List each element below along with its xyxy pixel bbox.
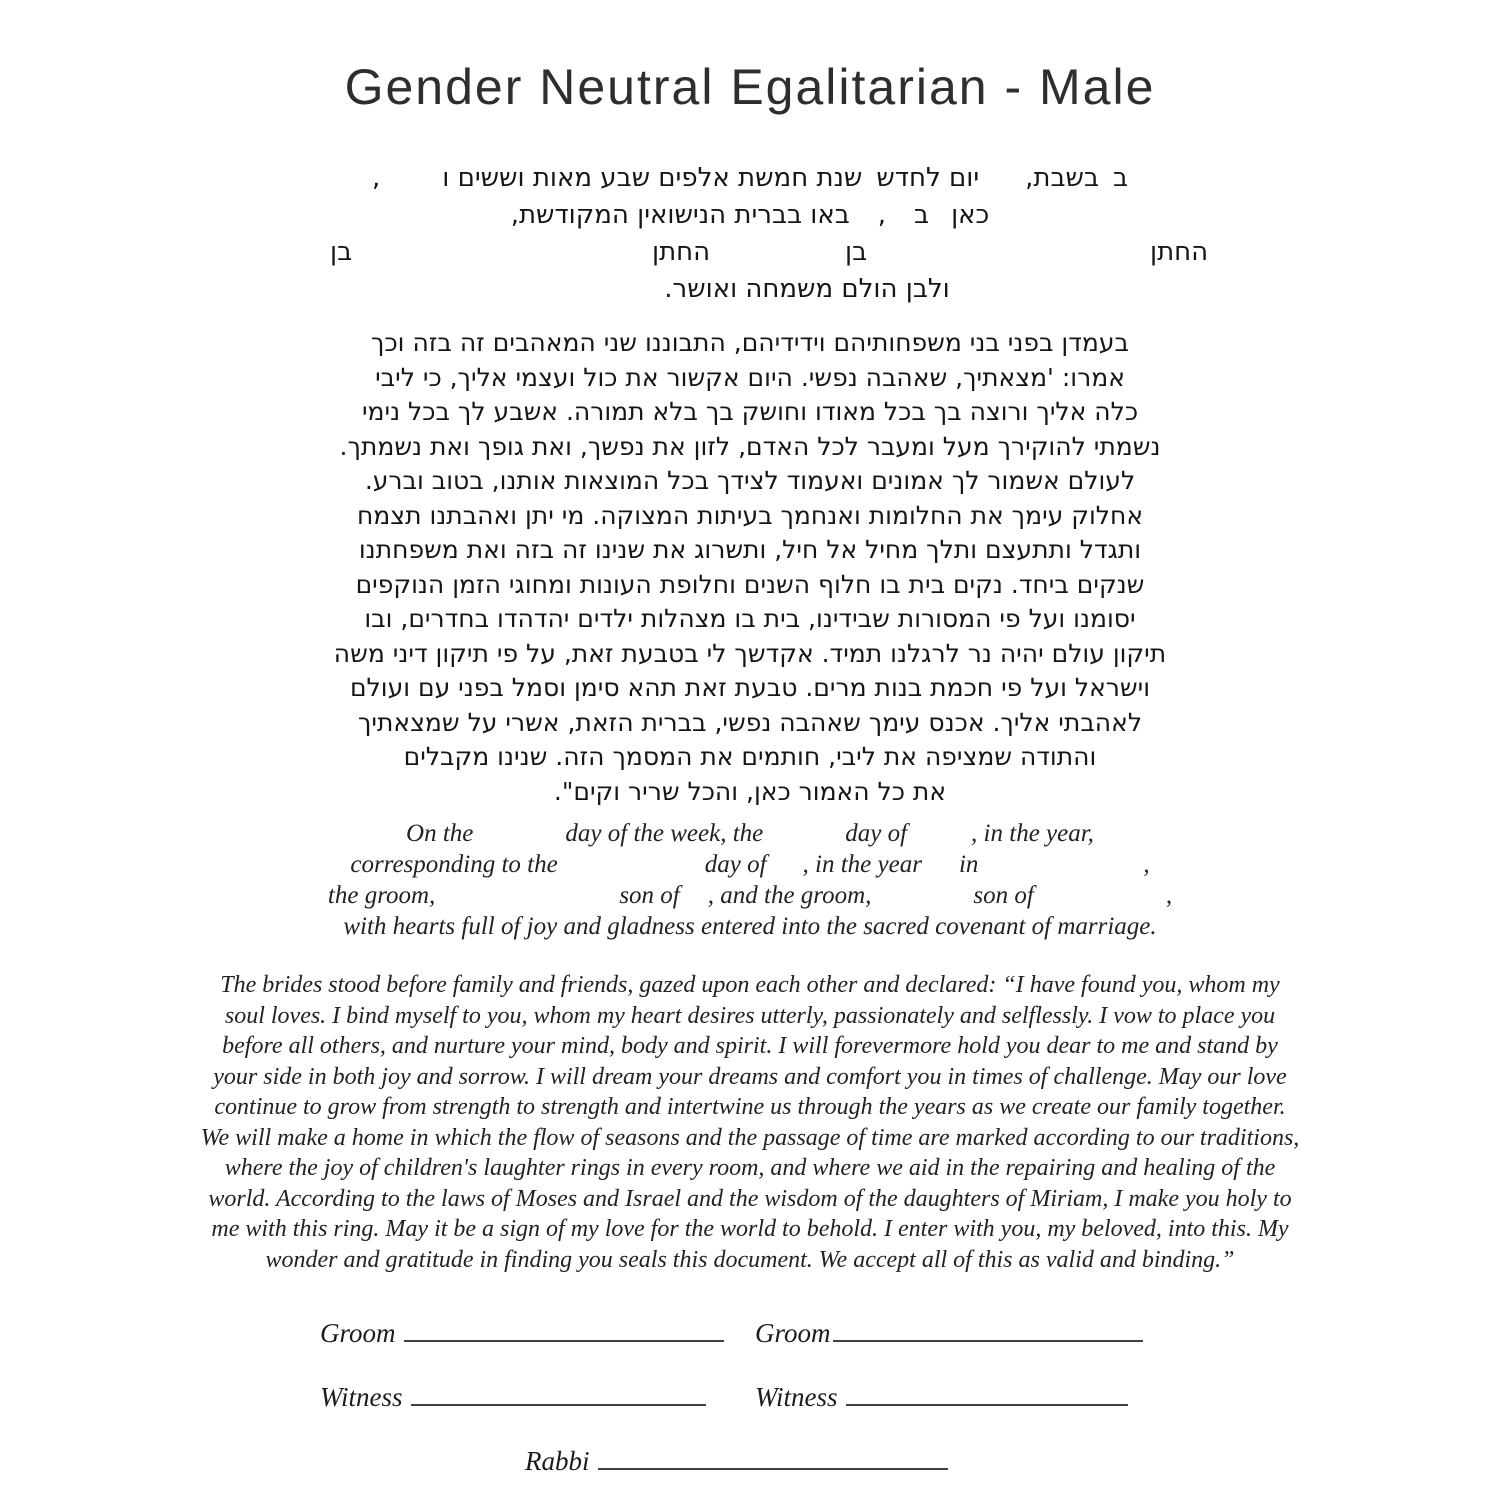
hebrew-body-line: שנקים ביחד. נקים בית בו חלוף השנים וחלופת העונות ומחוגי הזמן הנוקפים [355, 569, 1145, 599]
hebrew-son2-word: בן [330, 237, 353, 267]
hebrew-year-phrase: שנת חמשת אלפים שבע מאות וששים ו [442, 163, 863, 193]
son-of-label: son of [973, 882, 1034, 909]
fill-blank-location [978, 871, 1143, 872]
fill-blank-month [862, 185, 876, 186]
rabbi-signature-line [598, 1444, 948, 1470]
vows-line: world. According to the laws of Moses and Israel and the wisdom of the daughters of Miriam, I make you holy to [208, 1185, 1292, 1212]
fill-blank-parent2 [1034, 902, 1166, 903]
english-date-line1 [0, 818, 1500, 849]
fill-blank-weekday [473, 840, 565, 841]
vows-line: continue to grow from strength to strength and intertwine us through the years as we create our family together. [214, 1094, 1286, 1120]
in-the-year-label: , in the year, [971, 820, 1094, 847]
hebrew-body-line: ותגדל ותתעצם ותלך מחיל אל חיל, ותשרוג את שנינו זה בזה ואת משפחתנו [358, 535, 1142, 564]
vows-line: wonder and gratitude in finding you seals this document. We accept all of this as valid and binding.” [265, 1246, 1235, 1273]
witness-left-signature-row [320, 1380, 706, 1413]
english-date-line3 [0, 880, 1500, 911]
hebrew-place-line [145, 197, 1355, 234]
day-of-label: day of [845, 820, 908, 847]
groom-left-label: Groom [320, 1318, 396, 1348]
hebrew-day-letter: ב [1113, 163, 1129, 193]
hebrew-in-letter: ב [914, 200, 930, 230]
hebrew-day-of-month: יום לחדש [876, 163, 980, 193]
fill-blank [929, 222, 951, 223]
fill-blank-parent1 [680, 902, 708, 903]
hebrew-here-word: כאן [951, 200, 990, 230]
in-the-year-label: , in the year [802, 851, 922, 878]
vows-line: We will make a home in which the flow of seasons and the passage of time are marked according to our traditions, [200, 1124, 1300, 1151]
rabbi-signature-row [525, 1444, 948, 1477]
hebrew-body-line: בעמדן בפני בני משפחותיהם וידידיהם, התבוננו שני המאהבים זה בזה וכך [371, 328, 1129, 357]
hebrew-body-line: נשמתי להוקירך מעל ומעבר לכל האדם, לזון את נפשך, ואת גופך ואת נשמתך. [339, 431, 1161, 461]
vows-line: before all others, and nurture your mind, body and spirit. I will forevermore hold you dear to me and stand by [222, 1033, 1278, 1059]
hebrew-body-line: והתודה שמציפה את ליבי, חותמים את המסמך הזה. שנינו מקבלים [403, 742, 1097, 771]
the-groom-label: the groom, [327, 882, 436, 909]
on-the-label: On the [406, 820, 474, 847]
hebrew-body-line: את כל האמור כאן, והכל שריר וקים". [553, 776, 947, 806]
hebrew-body-paragraph [145, 326, 1355, 809]
fill-blank-civil-year [922, 871, 959, 872]
fill-blank-groom2-name [871, 902, 973, 903]
fill-blank-day [763, 840, 845, 841]
hebrew-joy-line: ולבן הולם משמחה ואושר. [664, 274, 950, 304]
page-title: Gender Neutral Egalitarian - Male [344, 59, 1156, 115]
hebrew-groom1-word: החתן [1150, 237, 1209, 267]
fill-blank [1099, 185, 1113, 186]
day-of-label: day of [704, 851, 767, 878]
vows-line: your side in both joy and sorrow. I will dream your dreams and comfort you in times of challenge. May our love [213, 1063, 1287, 1090]
hebrew-body-line: תיקון עולם יהיה נר לרגלנו תמיד. אקדשך לי בטבעת זאת, על פי תיקון דיני משה [333, 638, 1167, 668]
fill-blank-year [380, 185, 442, 186]
english-date-line2 [0, 849, 1500, 880]
witness-left-signature-line [411, 1380, 706, 1406]
trailing-comma: , [1143, 851, 1150, 878]
hebrew-body-line: אמרו: 'מצאתיך, שאהבה נפשי. היום אקשור את כול ועצמי אליך, כי ליבי [375, 362, 1125, 392]
witness-right-signature-row [755, 1380, 1128, 1413]
english-date-line4: with hearts full of joy and gladness entered into the sacred covenant of marriage. [343, 913, 1157, 940]
groom-right-label: Groom [755, 1318, 831, 1348]
witness-left-label: Witness [320, 1382, 403, 1412]
and-the-groom-label: , and the groom, [707, 882, 872, 909]
fill-blank-day [979, 185, 1025, 186]
hebrew-groom2-word: החתן [652, 237, 711, 267]
hebrew-shabbat-word: בשבת, [1025, 163, 1099, 193]
vows-line: soul loves. I bind myself to you, whom my heart desires utterly, passionately and selflessly. I vow to place you [224, 1002, 1276, 1029]
in-label: in [958, 851, 979, 878]
witness-right-label: Witness [755, 1382, 838, 1412]
day-of-week-label: day of the week, the [565, 820, 764, 847]
fill-blank-civil-day [558, 871, 705, 872]
groom-left-signature-line [404, 1316, 724, 1342]
groom-right-signature-row [755, 1316, 1143, 1349]
hebrew-body-line: אחלוק עימך את החלומות ואנחמך בעיתות המצוקה. מי יתן ואהבתנו תצמח [356, 500, 1144, 530]
witness-right-signature-line [846, 1380, 1128, 1406]
hebrew-body-line: וישראל ועל פי חכמת בנות מרים. טבעת זאת תהא סימן וסמל בפני עם ועולם [349, 673, 1151, 702]
son-of-label: son of [619, 882, 680, 909]
hebrew-date-line [145, 160, 1355, 197]
fill-blank-place [886, 222, 914, 223]
groom-right-signature-line [833, 1316, 1143, 1342]
hebrew-date-comma: , [371, 163, 381, 193]
trailing-comma: , [1165, 882, 1173, 909]
hebrew-covenant-phrase: באו בברית הנישואין המקודשת, [510, 200, 850, 230]
vows-line: The brides stood before family and friends, gazed upon each other and declared: “I have found you, whom my [220, 972, 1280, 998]
hebrew-body-line: יסומנו ועל פי המסורות שבידינו, בית בו מצהלות ילדים יהדהדו בחדרים, ובו [364, 604, 1136, 633]
groom-left-signature-row [320, 1316, 724, 1349]
fill-blank-groom1-name [435, 902, 619, 903]
corresponding-label: corresponding to the [350, 851, 558, 878]
hebrew-body-line: לאהבתי אליך. אכנס עימך שאהבה נפשי, בברית הזאת, אשרי על שמצאתיך [357, 707, 1143, 737]
hebrew-body-line: כלה אליך ורוצה בך בכל מאודו וחושק בך בלא תמורה. אשבע לך בכל נימי [361, 397, 1139, 426]
fill-blank-month [907, 840, 971, 841]
vows-line: where the joy of children's laughter rings in every room, and where we aid in the repairing and healing of the [224, 1155, 1276, 1181]
fill-blank-civil-month [767, 871, 803, 872]
hebrew-place-comma: , [877, 200, 887, 230]
hebrew-son1-word: בן [845, 237, 868, 267]
vows-line: me with this ring. May it be a sign of my love for the world to behold. I enter with you, my beloved, into this. My [211, 1216, 1289, 1242]
hebrew-body-line: לעולם אשמור לך אמונים ואעמוד לצידך בכל המוצאות אותנו, בטוב וברע. [364, 466, 1136, 495]
hebrew-grooms-line [145, 234, 1355, 271]
hebrew-header [145, 160, 1355, 308]
english-vows-paragraph [70, 970, 1430, 1275]
rabbi-label: Rabbi [525, 1446, 590, 1476]
fill-blank [850, 222, 878, 223]
english-date-section [0, 818, 1500, 942]
